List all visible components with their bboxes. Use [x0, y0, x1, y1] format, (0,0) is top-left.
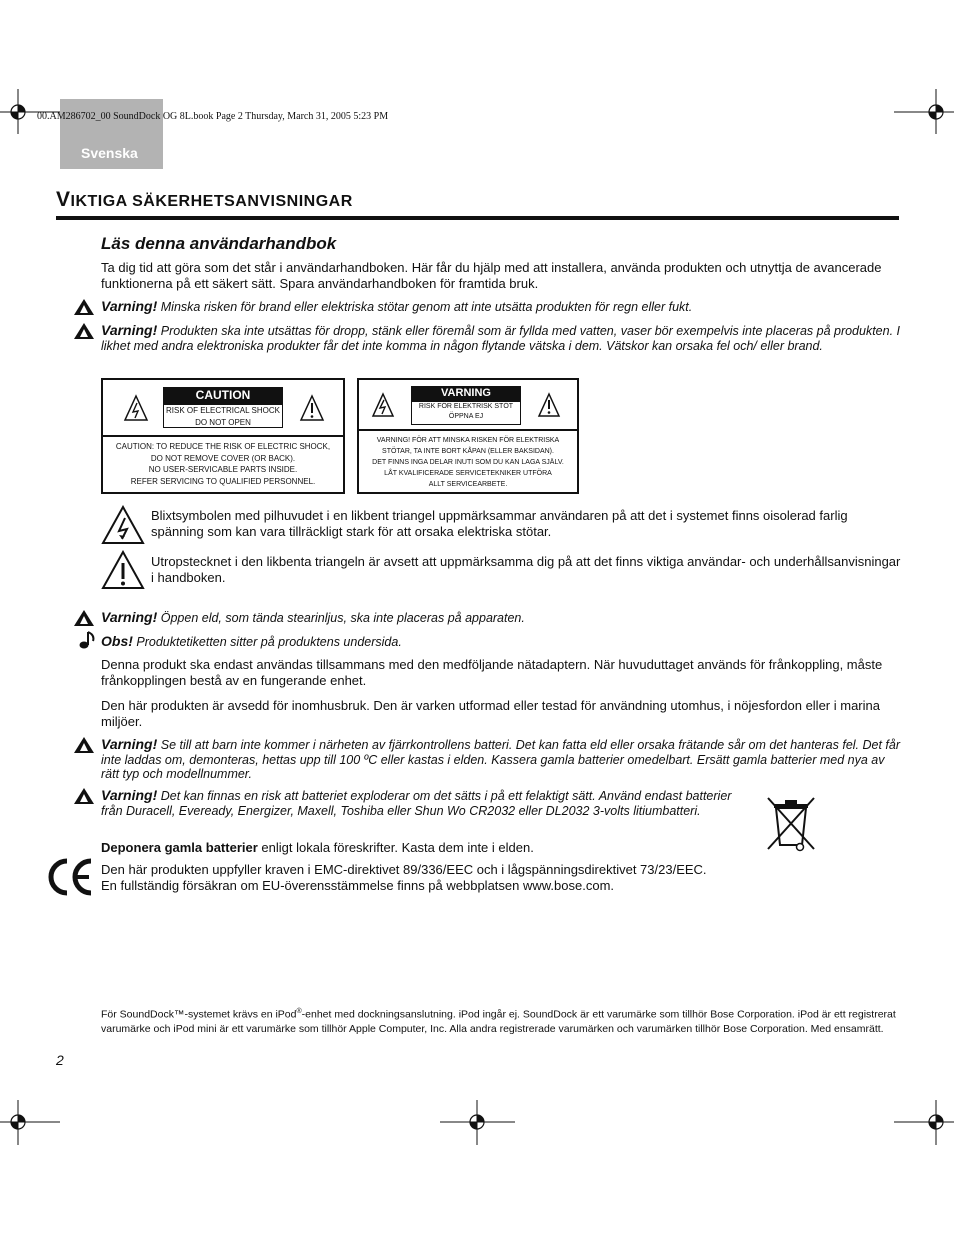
exclamation-triangle-icon	[537, 392, 561, 418]
warning-label: Varning!	[101, 609, 158, 625]
registered-mark: ®	[296, 1008, 302, 1015]
warning-4	[101, 737, 901, 782]
warning-3	[101, 610, 901, 626]
footnote-part-a: För SoundDock™-systemet krävs en iPod	[101, 1008, 297, 1021]
warning-triangle-icon	[73, 787, 95, 805]
warning-text: Öppen eld, som tända stearinljus, ska inte placeras på apparaten.	[160, 611, 525, 625]
warning-text: Minska risken för brand eller elektriska stötar genom att inte utsätta produkten för regn eller fukt.	[160, 300, 693, 314]
caution-line: REFER SERVICING TO QUALIFIED PERSONNEL.	[130, 476, 316, 486]
varning-line: LÅT KVALIFICERADE SERVICETEKNIKER UTFÖRA	[384, 470, 552, 477]
title-rest: IKTIGA SÄKERHETSANVISNINGAR	[70, 193, 353, 210]
warning-triangle-icon	[73, 736, 95, 754]
varning-line: DET FINNS INGA DELAR INUTI SOM DU KAN LAGA SJÄLV.	[372, 459, 564, 466]
adapter-paragraph: Denna produkt ska endast användas tillsammans med den medföljande nätadaptern. När huvuduttaget används för frånkoppling, måste frånkopplingen bestå av en fungerande enhet.	[101, 657, 883, 688]
varning-sub-1: RISK FÖR ELEKTRISK STÖT	[418, 403, 514, 410]
warning-label: Varning!	[101, 736, 158, 752]
registration-mark-icon	[440, 1100, 515, 1145]
registration-mark-icon	[894, 89, 954, 134]
registration-mark-icon	[894, 1100, 954, 1145]
note-icon	[78, 630, 96, 650]
warning-1	[101, 299, 901, 315]
warning-triangle-icon	[73, 298, 95, 316]
lightning-symbol-text: Blixtsymbolen med pilhuvudet i en likbent triangel uppmärksammar användaren på att det i systemet finns oisolerad farlig spänning som kan vara tillräckligt stark för att orsaka elektriska stötar.	[151, 508, 848, 539]
dispose-bold: Deponera gamla batterier	[101, 840, 258, 855]
section-subtitle: Läs denna användarhandbok	[101, 234, 337, 253]
language-tab-label: Svenska	[81, 145, 138, 161]
ce-line-2: En fullständig försäkran om EU-överensstämmelse finns på webbplatsen www.bose.com.	[101, 878, 615, 893]
warning-triangle-icon	[73, 609, 95, 627]
caution-line: DO NOT REMOVE COVER (OR BACK).	[150, 453, 296, 463]
warning-text: Produkten ska inte utsättas för dropp, stänk eller föremål som är fyllda med vatten, vaser bör exempelvis inte placeras på produkten. I likhet med andra elektroniska produkter får det inte komma in någon flytande vätska i dem. Vätskor kan orsaka fel och/ eller brand.	[101, 324, 901, 353]
lightning-triangle-icon	[123, 394, 149, 422]
lightning-triangle-icon	[371, 392, 395, 418]
title-initial: V	[56, 188, 71, 211]
varning-label	[357, 378, 579, 494]
warning-label: Varning!	[101, 322, 158, 338]
note-text: Produktetiketten sitter på produktens undersida.	[136, 635, 402, 649]
registration-mark-icon	[0, 1100, 60, 1145]
indoor-paragraph: Den här produkten är avsedd för inomhusbruk. Den är varken utformad eller testad för användning utomhus, i nöjesfordon eller i marina miljöer.	[101, 698, 880, 729]
warning-5	[101, 788, 751, 818]
warning-label: Varning!	[101, 298, 158, 314]
exclamation-triangle-icon	[101, 550, 145, 590]
warning-label: Varning!	[101, 787, 158, 803]
language-tab	[60, 99, 163, 169]
warning-2	[101, 323, 901, 353]
caution-sub-1: RISK OF ELECTRICAL SHOCK	[166, 406, 280, 415]
warning-triangle-icon	[73, 322, 95, 340]
ce-mark-icon	[47, 858, 97, 896]
dispose-rest: enligt lokala föreskrifter. Kasta dem inte i elden.	[257, 840, 534, 855]
varning-line: STÖTAR, TA INTE BORT KÅPAN (ELLER BAKSIDAN).	[382, 448, 554, 455]
varning-sub-2: ÖPPNA EJ	[448, 413, 484, 420]
exclamation-triangle-icon	[299, 394, 325, 422]
caution-label	[101, 378, 345, 494]
varning-line: VARNING! FÖR ATT MINSKA RISKEN FÖR ELEKTRISKA	[376, 437, 560, 444]
footnote-part-b: -enhet med dockningsanslutning. iPod ingår ej. SoundDock är ett varumärke som tillhör Bose Corporation. iPod är ett registrerat varumärke och iPod mini är ett varumärke som tillhör Apple Computer, Inc. Alla andra registrerade varumärken och varumärken tillhör Bose Corporation. Med ensamrätt.	[101, 1008, 896, 1035]
caution-line: NO USER-SERVICABLE PARTS INSIDE.	[148, 465, 298, 474]
ce-line-1: Den här produkten uppfyller kraven i EMC-direktivet 89/336/EEC och i lågspänningsdirektivet 73/23/EEC.	[101, 862, 707, 877]
page-number: 2	[56, 1052, 64, 1068]
note	[101, 634, 901, 650]
varning-line: ALLT SERVICEARBETE.	[428, 481, 508, 488]
warning-text: Se till att barn inte kommer i närheten av fjärrkontrollens batteri. Det kan fatta eld eller orsaka frätande sår om det hanteras fel. Det får inte laddas om, demonteras, hettas upp till 100 ºC eller kastas i elden. Kassera gamla batterier omedelbart. Ersätt gamla batterier med nya av rätt typ och modellnummer.	[101, 738, 901, 781]
note-label: Obs!	[101, 633, 133, 649]
dispose-paragraph	[101, 840, 901, 856]
caution-header: CAUTION	[163, 387, 283, 404]
intro-paragraph: Ta dig tid att göra som det står i användarhandboken. Här får du hjälp med att installera, använda produkten och utnyttja de avancerade funktionerna på ett säkert sätt. Spara användarhandboken för framtida bruk.	[101, 260, 882, 291]
footnote	[101, 1005, 901, 1036]
caution-line: CAUTION: TO REDUCE THE RISK OF ELECTRIC SHOCK,	[115, 442, 331, 451]
ce-paragraph	[101, 862, 901, 894]
warning-text: Det kan finnas en risk att batteriet exploderar om det sätts i på ett felaktigt sätt. Använd endast batterier från Duracell, Eveready, Energizer, Maxell, Toshiba eller Shun Wo CR2032 eller DL2032 3-volts litiumbatteri.	[101, 789, 732, 818]
page-title	[56, 188, 353, 212]
print-header: 00.AM286702_00 SoundDock OG 8L.book Page 2 Thursday, March 31, 2005 5:23 PM	[37, 111, 389, 122]
varning-header: VARNING	[411, 386, 521, 401]
exclamation-symbol-text: Utropstecknet i den likbenta triangeln är avsett att uppmärksamma dig på att det finns viktiga användar- och underhållsanvisningar i handboken.	[151, 554, 901, 585]
title-divider	[56, 216, 899, 220]
lightning-triangle-icon	[101, 505, 145, 545]
caution-sub-2: DO NOT OPEN	[195, 417, 251, 427]
